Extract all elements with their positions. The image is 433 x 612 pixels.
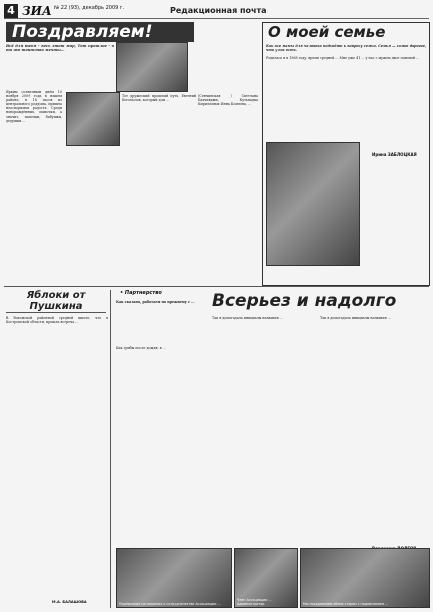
apples-body (6, 316, 108, 600)
family-subtitle-text: Как все мамы для человека подходят к вопросу семьи. Семья — самое дорогое, что у нас есть. (266, 44, 426, 53)
congrats-poem-text: Всё для тебя - весь этот мир, Тот прошлое - в то же таинство мечты... (6, 44, 114, 53)
partnership-body-text: Как грибы после дождя, в ... (116, 346, 166, 350)
issue-info: № 22 (93), декабрь 2009 г. (54, 5, 125, 11)
baby-photo (66, 92, 120, 146)
congrats-headline: Поздравляем! (6, 22, 194, 42)
group-photo (300, 548, 430, 608)
column-divider (110, 290, 111, 608)
serious-body-text: Так я домогадала инициалы названия ... (212, 316, 283, 320)
family-headline: О моей семье (268, 23, 386, 41)
page-number: 4 (4, 4, 18, 18)
congrats-poem (6, 44, 114, 84)
family-body-text: Родилась я в 1968 году, время средней ... Мне уже 41 ... у нас с мужем двое сыновей ... (266, 56, 420, 60)
serious-body-text-2: Так я домогадала инициалы названия ... (320, 316, 391, 320)
signing-ceremony-caption: Подписание соглашения о сотрудничестве Ассоциации ... (119, 602, 221, 606)
congrats-body-right (198, 94, 258, 280)
apples-headline: Яблоки от Пушкина (6, 290, 106, 313)
group-caption: Мы поздравляем обеих сторон с подписанием ... (303, 602, 389, 606)
congrats-body-mid (122, 94, 196, 280)
partnership-lead-text: Как сказано, работаем по прежнему с ... (116, 300, 195, 304)
family-body (266, 56, 426, 140)
partnership-tag: • Партнерство (120, 290, 162, 296)
speaker-photo (234, 548, 298, 608)
section-rubric: Редакционная почта (170, 6, 267, 15)
partnership-body (116, 346, 206, 546)
apples-signature: М.А. БАЛАШОВА (52, 600, 87, 604)
congrats-body-mid-text: Тот дружеский прошлый путь, Евгений Богомолов, который дом ... (122, 94, 196, 103)
partnership-lead (116, 300, 206, 344)
masthead (4, 4, 429, 19)
family-couple-photo (266, 142, 360, 266)
serious-body-col2 (320, 316, 428, 546)
family-subtitle (266, 44, 426, 54)
section-divider (4, 286, 429, 287)
serious-body-col1 (212, 316, 316, 546)
congrats-body-right-text: (Сенчинская ) Светлана Бахчивджи, Кутьпадка Кирилловых Инна Комлева, ... (198, 94, 258, 107)
family-signature: Ирина ЗАБЛОЦКАЯ (372, 152, 417, 157)
newspaper-logo: ЗИА (22, 4, 52, 18)
signing-ceremony-photo (116, 548, 232, 608)
serious-headline: Всерьез и надолго (212, 291, 397, 311)
congrats-body-left (6, 90, 62, 280)
apples-body-text: В Вохомской районной средней школе, что в Костромской области, прошла встреча ... (6, 316, 108, 325)
speaker-caption: Член Ассоциации ... Администратор (237, 598, 272, 606)
mother-and-child-photo (116, 42, 188, 92)
congrats-body-left-text: Ярким солнечным днём 10 ноября 2009 года в нашем районе, в 18 часов из центрального роддома, пришла неоспоримая радость. Среди новорождённых, мамочки, а значит, папочки, бабушки, дедушки ... (6, 90, 62, 123)
